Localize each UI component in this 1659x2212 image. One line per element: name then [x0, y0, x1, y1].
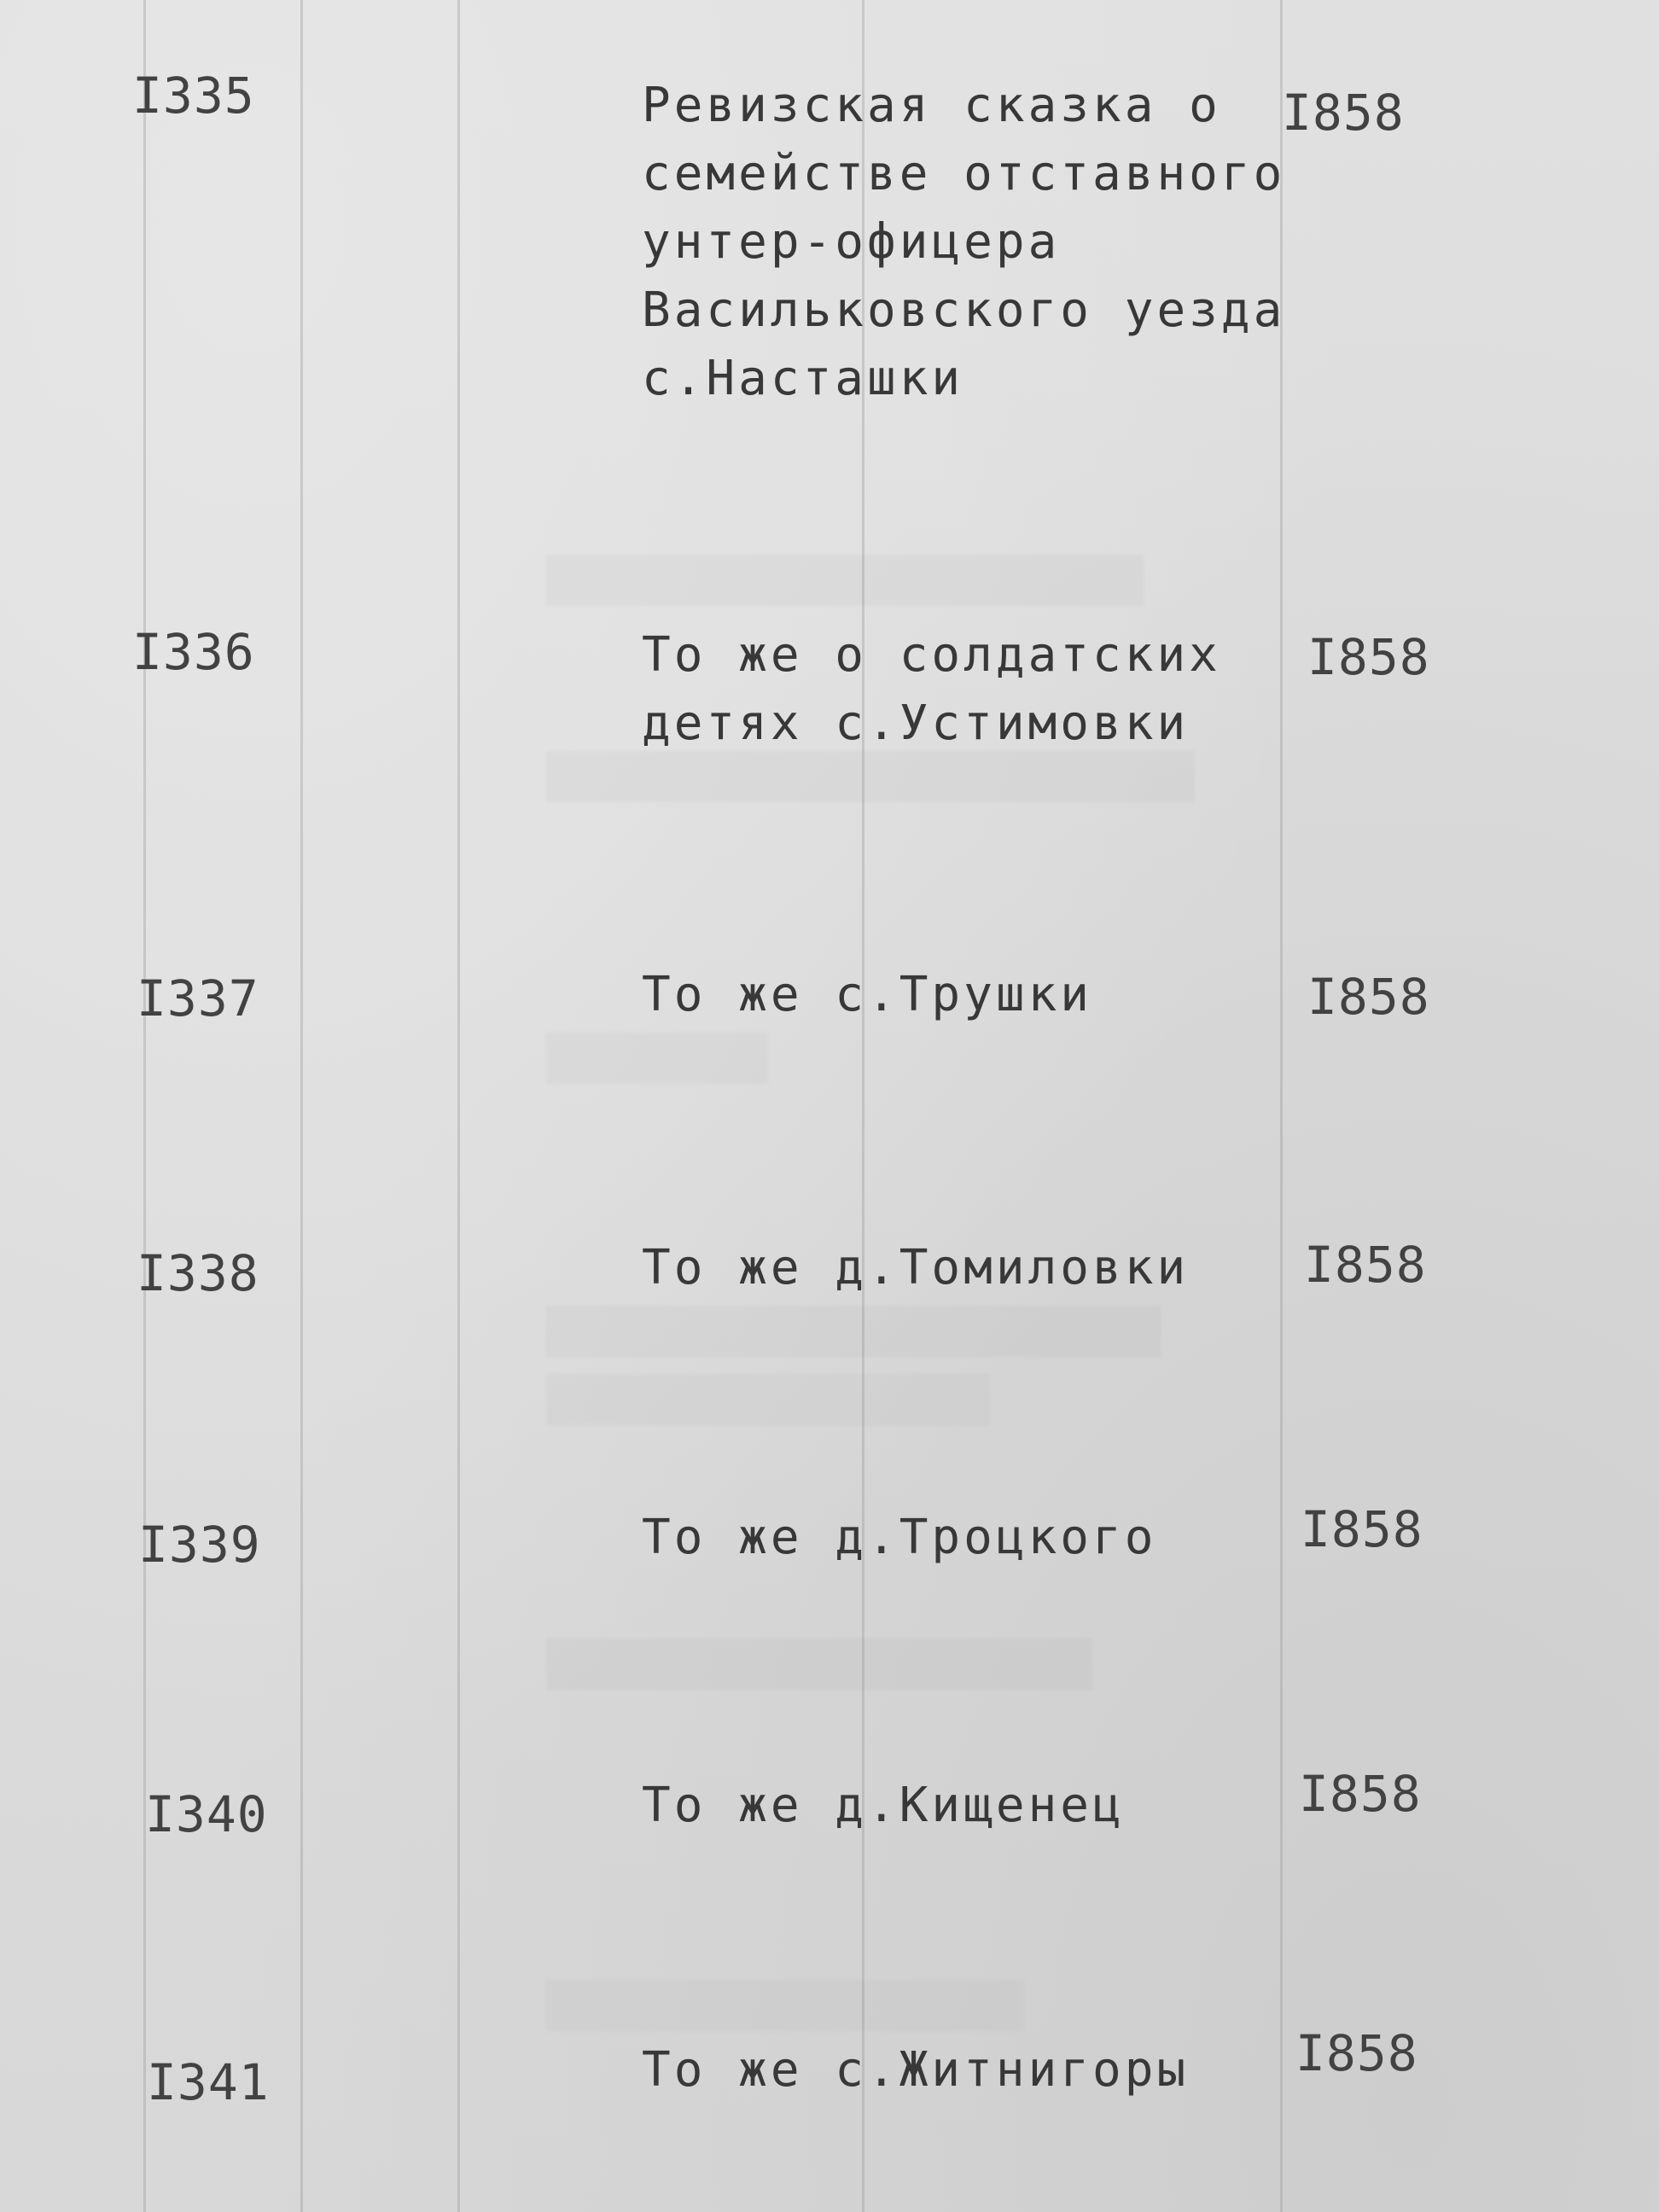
entry-description: Ревизская сказка о семействе отставного унтер-офицера Васильковского уезда с.Насташки: [642, 78, 1286, 406]
bleed-through-text: [546, 1639, 1092, 1690]
entry-number: I336: [132, 623, 255, 681]
entry-description: То же о солдатских детях с.Устимовки: [642, 627, 1221, 751]
entry-number: I340: [145, 1785, 268, 1843]
entry-number: I335: [132, 67, 255, 125]
bleed-through-text: [546, 1980, 1024, 2031]
entry-number: I339: [138, 1516, 261, 1574]
column-rule: [143, 0, 146, 2212]
entry-description: То же с.Трушки: [642, 967, 1093, 1022]
entry-year: I858: [1307, 968, 1430, 1026]
bleed-through-text: [546, 751, 1195, 802]
entry-year: I858: [1304, 1236, 1427, 1294]
entry-description: То же д.Томиловки: [642, 1240, 1190, 1295]
entry-year: I858: [1307, 628, 1430, 686]
entry-number: I337: [137, 969, 259, 1027]
entry-year: I858: [1295, 2024, 1418, 2082]
bleed-through-text: [546, 555, 1144, 606]
column-rule: [457, 0, 460, 2212]
entry-year: I858: [1299, 1765, 1422, 1823]
entry-number: I341: [147, 2053, 270, 2111]
column-rule: [300, 0, 303, 2212]
entry-year: I858: [1301, 1500, 1423, 1558]
entry-description: То же д.Троцкого: [642, 1510, 1157, 1565]
bleed-through-text: [546, 1374, 990, 1425]
entry-year: I858: [1282, 84, 1405, 142]
bleed-through-text: [546, 1306, 1161, 1357]
entry-number: I338: [137, 1244, 259, 1302]
bleed-through-text: [546, 1033, 768, 1084]
entry-description: То же д.Кищенец: [642, 1778, 1125, 1833]
entry-description: То же с.Житнигоры: [642, 2042, 1190, 2098]
